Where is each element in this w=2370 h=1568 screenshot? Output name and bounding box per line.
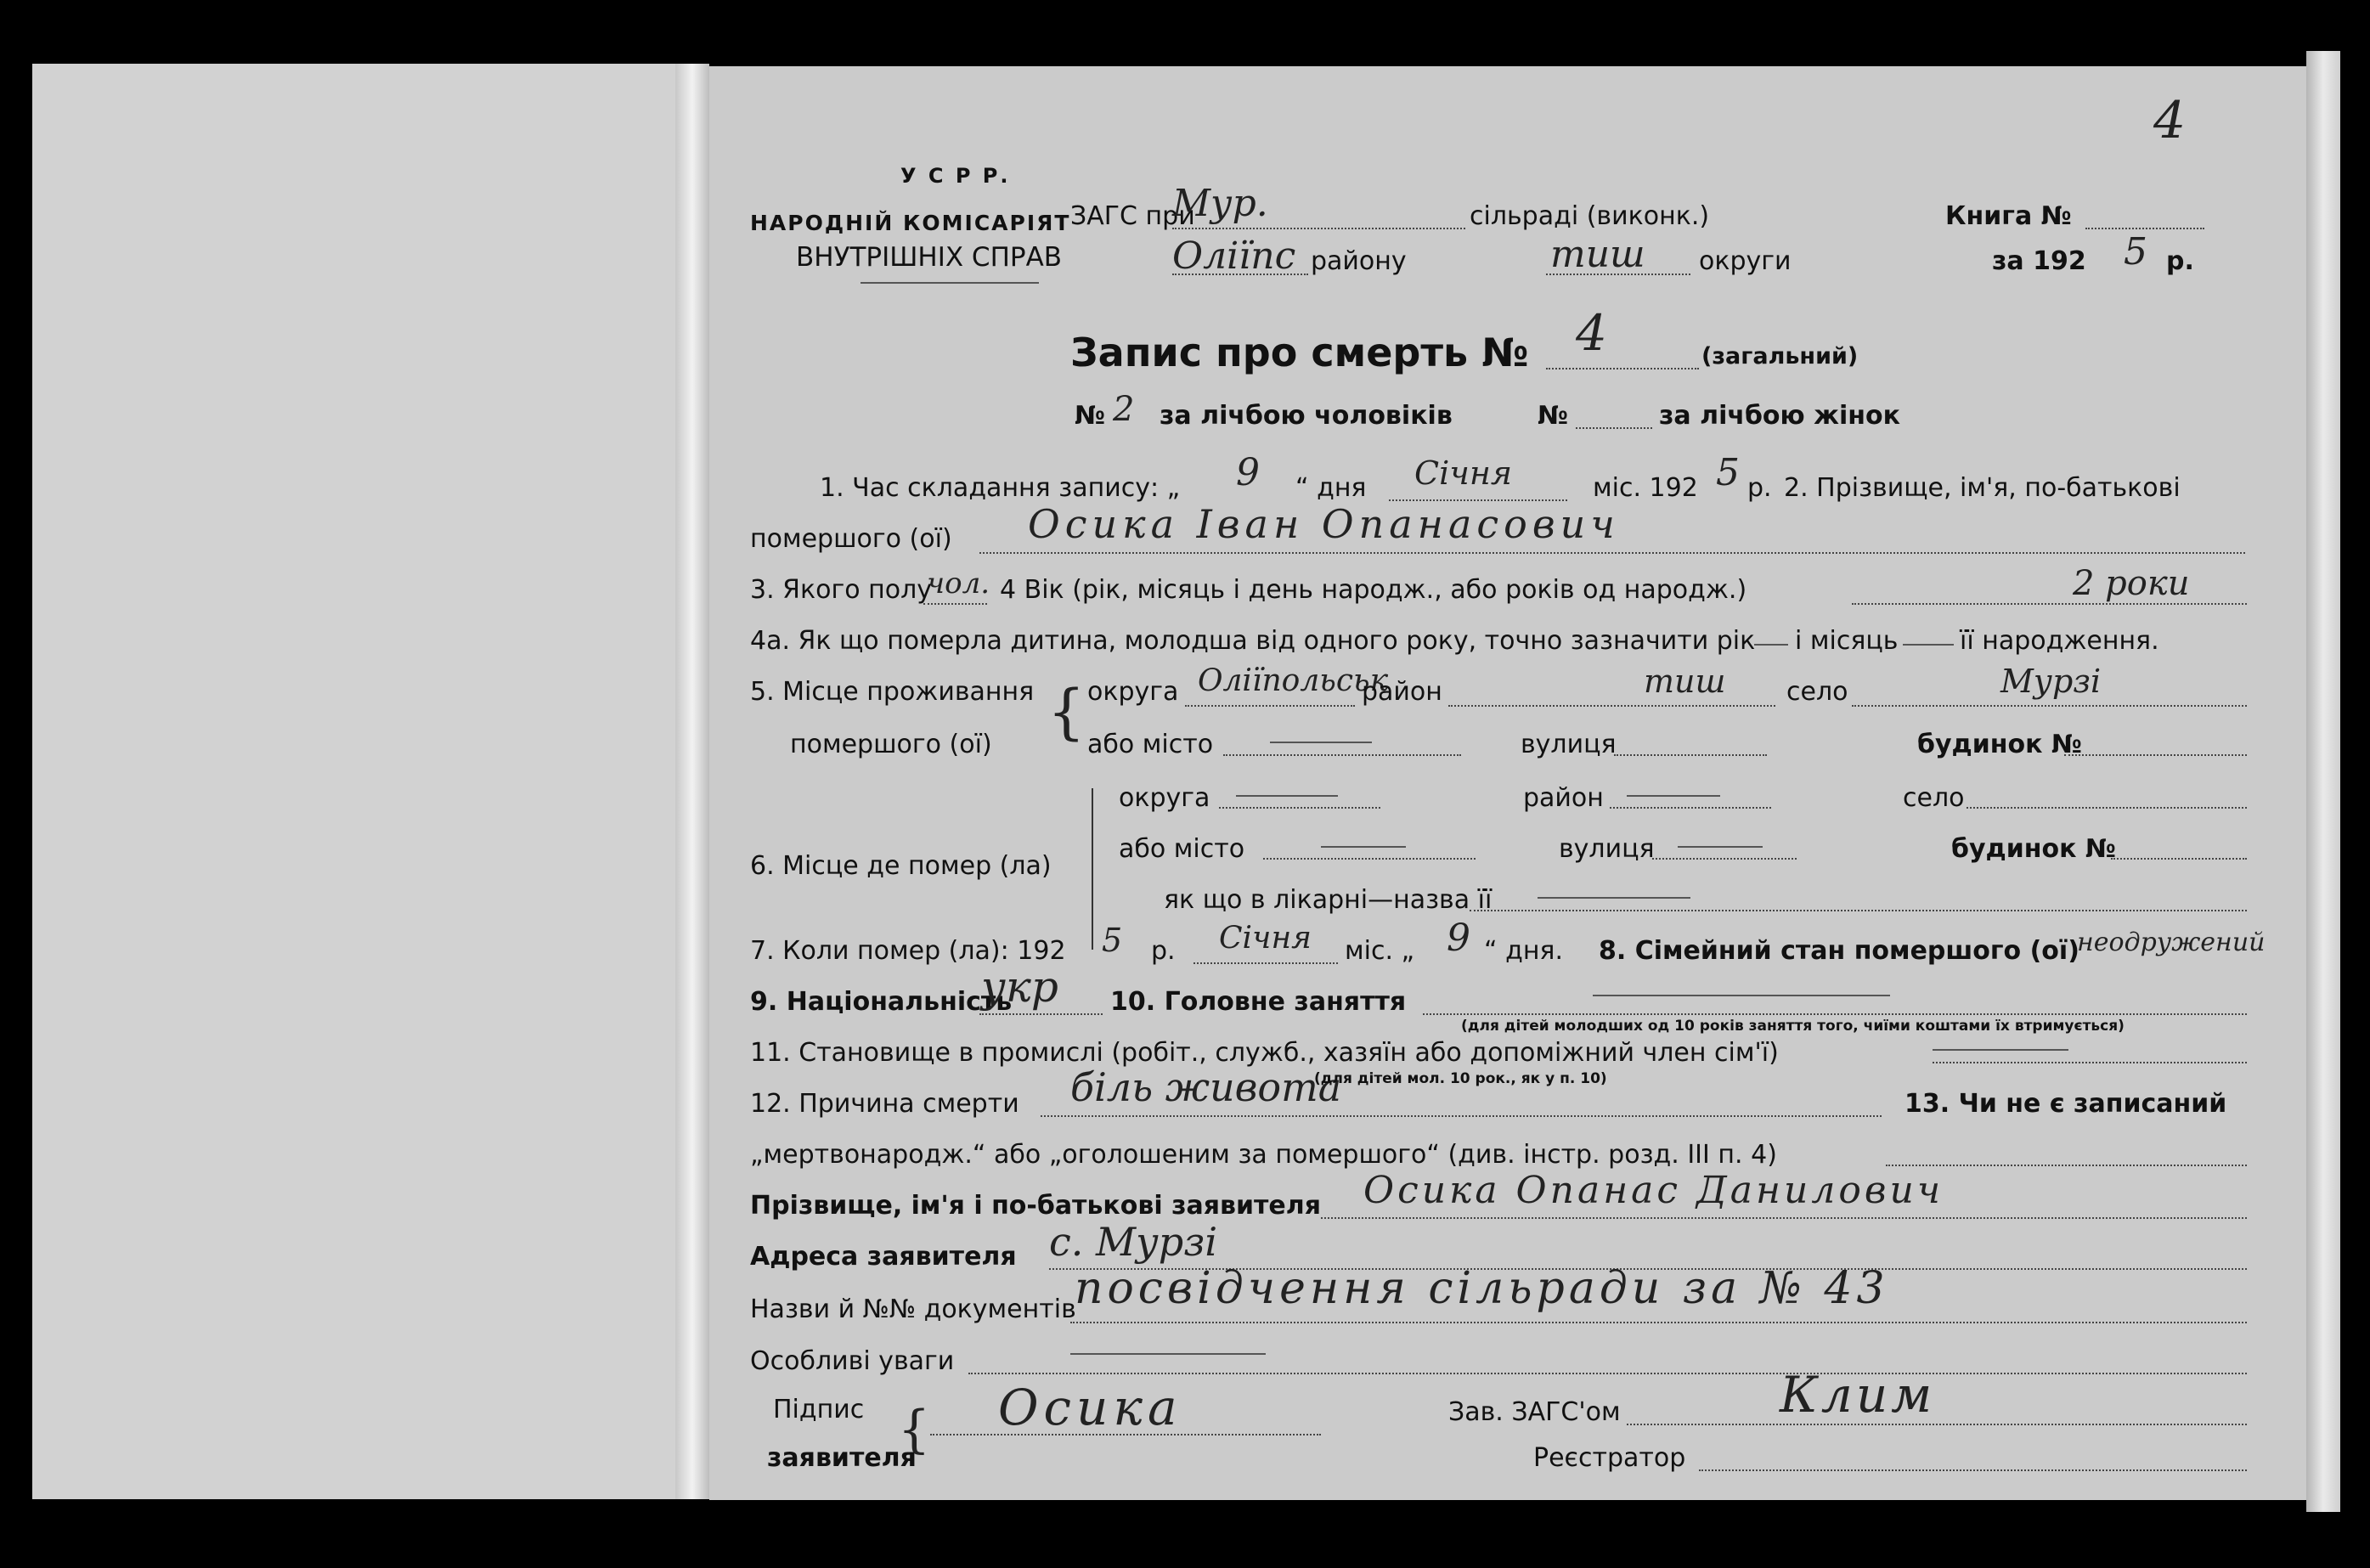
- f8-value: неодружений: [2077, 928, 2266, 957]
- okruha-line: [1546, 274, 1690, 275]
- f6-rayon-line: [1610, 807, 1771, 809]
- f5-misto-line: [1223, 754, 1461, 756]
- f10-dash: [1593, 995, 1890, 996]
- f6-okruha-line: [1219, 807, 1380, 809]
- zags-village-line: [1172, 228, 1465, 229]
- f12-label: 12. Причина смерти: [750, 1089, 1019, 1119]
- f5-budynok-label: будинок №: [1917, 730, 2082, 759]
- f12-cause-value: біль живота: [1070, 1064, 1342, 1110]
- book-number-line: [2085, 228, 2204, 229]
- f5-rayon-value: тиш: [1644, 663, 1726, 700]
- f4a-month-dash: [1903, 644, 1954, 646]
- f4a-label: 4а. Як що померла дитина, молодша від одного року, точно зазначити рік: [750, 626, 1756, 656]
- selradi-label: сільраді (виконк.): [1470, 201, 1710, 231]
- f11-line: [1933, 1062, 2247, 1063]
- f9-line: [979, 1013, 1103, 1015]
- f10-line: [1423, 1013, 2247, 1015]
- f6-selo-label: село: [1903, 783, 1965, 813]
- f6-okruha-dash: [1236, 795, 1338, 797]
- head-signature: Клим: [1780, 1366, 1936, 1424]
- f9-value: укр: [981, 962, 1058, 1012]
- f7-mis: міс. „: [1345, 936, 1415, 966]
- f3-label: 3. Якого полу: [750, 575, 933, 605]
- f13-line: [1886, 1165, 2247, 1166]
- male-label: за лічбою чоловіків: [1160, 401, 1453, 431]
- docs-label: Назви й №№ документів: [750, 1294, 1076, 1324]
- notes-line: [968, 1373, 2247, 1374]
- record-title: Запис про смерть №: [1070, 330, 1529, 375]
- f2-deceased-name: Осика Іван Опанасович: [1028, 501, 1620, 547]
- f6-selo-line: [1967, 807, 2247, 809]
- okruha-value: тиш: [1550, 233, 1645, 276]
- notes-label: Особливі уваги: [750, 1346, 955, 1376]
- female-no-label: №: [1538, 401, 1569, 431]
- applicant-line: [1321, 1217, 2247, 1219]
- f6-likarnia-label: як що в лікарні—назва її: [1164, 885, 1493, 915]
- f7-day-value: 9: [1447, 917, 1470, 960]
- commissariat-line-2: ВНУТРІШНІХ СПРАВ: [796, 242, 1063, 273]
- f12-note: (для дітей мол. 10 рок., як у п. 10): [1314, 1070, 1607, 1087]
- f3-line: [923, 603, 987, 605]
- applicant-signature-line: [930, 1434, 1321, 1435]
- f1-day-value: 9: [1236, 451, 1260, 494]
- female-count-line: [1576, 427, 1652, 429]
- f8-label: 8. Сімейний стан помершого (ої): [1599, 936, 2079, 966]
- f6-vulytsia-line: [1652, 858, 1797, 860]
- year-digit-value: 5: [2124, 230, 2147, 274]
- f1-mis: міс. 192: [1593, 473, 1698, 503]
- f7-r: р.: [1151, 936, 1176, 966]
- male-count: 2: [1113, 390, 1135, 429]
- state-header: У С Р Р.: [900, 164, 1011, 188]
- f5-okruha-line: [1185, 705, 1355, 707]
- docs-value: посвідчення сільради за № 43: [1075, 1263, 1889, 1314]
- f5-selo-label: село: [1786, 677, 1848, 707]
- f7-month-value: Січня: [1219, 921, 1312, 956]
- page-stack-edge: [2306, 51, 2340, 1512]
- f7-dnya: “ дня.: [1484, 936, 1564, 966]
- male-no-label: №: [1075, 401, 1106, 431]
- f6-likarnia-dash: [1538, 897, 1690, 899]
- address-value: с. Мурзі: [1049, 1219, 1218, 1265]
- district-line: [1172, 274, 1308, 275]
- year-label: за 192: [1992, 246, 2086, 276]
- f4a-end: її народження.: [1960, 626, 2159, 656]
- f6-rayon-label: район: [1523, 783, 1604, 813]
- f1-r: р.: [1747, 473, 1772, 503]
- f10-note: (для дітей молодших од 10 років заняття того, чиїми коштами їх втримується): [1461, 1018, 2125, 1035]
- f1-month-value: Січня: [1414, 454, 1513, 492]
- applicant-label: Прізвище, ім'я і по-батькові заявителя: [750, 1191, 1322, 1221]
- sign-label-2: заявителя: [767, 1443, 917, 1473]
- f1-label: 1. Час складання запису: „: [820, 473, 1181, 503]
- f5-selo-line: [1852, 705, 2247, 707]
- f5-okruha-label: округа: [1087, 677, 1179, 707]
- f6-misto-line: [1263, 858, 1476, 860]
- f4a-year-dash: [1754, 644, 1788, 646]
- f4-line: [1852, 603, 2247, 605]
- applicant-name: Осика Опанас Данилович: [1363, 1169, 1944, 1212]
- okrugy-label: округи: [1699, 246, 1792, 276]
- f4a-month-label: і місяць: [1795, 626, 1899, 656]
- f5-label-2: помершого (ої): [790, 730, 992, 759]
- applicant-signature: Осика: [998, 1379, 1182, 1436]
- year-suffix: р.: [2166, 246, 2194, 276]
- rayonu-label: району: [1311, 246, 1407, 276]
- f7-month-line: [1193, 962, 1338, 964]
- f6-misto-dash: [1321, 846, 1406, 848]
- f7-year-value: 5: [1102, 922, 1123, 959]
- f13-label-2: „мертвонародж.“ або „оголошеним за помершого“ (див. інстр. розд. III п. 4): [750, 1140, 1777, 1170]
- f5-budynok-line: [2064, 754, 2247, 756]
- record-number-line: [1546, 368, 1699, 369]
- f11-label: 11. Становище в промислі (робіт., служб., хазяїн або допоміжний член сім'ї): [750, 1038, 1779, 1068]
- record-number: 4: [1576, 304, 1607, 362]
- docs-line: [1070, 1322, 2247, 1323]
- zags-label: ЗАГС при: [1070, 201, 1195, 231]
- f6-bracket-line: [1092, 788, 1093, 950]
- f7-label: 7. Коли помер (ла): 192: [750, 936, 1066, 966]
- f2-label: 2. Прізвище, ім'я, по-батькові: [1784, 473, 2181, 503]
- f2-line: [979, 552, 2245, 554]
- f13-label: 13. Чи не є записаний: [1904, 1089, 2227, 1119]
- f5-vulytsia-label: вулиця: [1521, 730, 1617, 759]
- sign-label-1: Підпис: [773, 1395, 865, 1424]
- f1-dnya: “ дня: [1295, 473, 1367, 503]
- f4-age-value: 2 роки: [2073, 564, 2190, 603]
- f12-line: [1041, 1115, 1882, 1117]
- f1-year-value: 5: [1716, 451, 1740, 494]
- f3-sex-value: чол.: [927, 567, 990, 601]
- head-label: Зав. ЗАГС'ом: [1448, 1397, 1621, 1427]
- book-binding: [675, 64, 709, 1499]
- f5-okruha-value: Оліїпольськ: [1198, 663, 1389, 698]
- f10-label: 10. Головне заняття: [1110, 987, 1407, 1017]
- f2-label-2: помершого (ої): [750, 524, 952, 554]
- death-record-form: [709, 66, 2306, 1500]
- f11-dash: [1933, 1049, 2068, 1051]
- f6-budynok-label: будинок №: [1951, 834, 2116, 864]
- address-label: Адреса заявителя: [750, 1242, 1017, 1272]
- f6-okruha-label: округа: [1119, 783, 1210, 813]
- left-blank-page: [32, 64, 693, 1499]
- f6-label: 6. Місце де помер (ла): [750, 851, 1052, 881]
- notes-dash: [1070, 1353, 1266, 1355]
- f5-selo-value: Мурзі: [2000, 663, 2102, 700]
- book-label: Книга №: [1945, 201, 2072, 231]
- f5-vulytsia-line: [1614, 754, 1767, 756]
- f5-label-1: 5. Місце проживання: [750, 677, 1035, 707]
- district-value: Оліїпс: [1172, 234, 1296, 278]
- f5-rayon-line: [1448, 705, 1775, 707]
- f5-misto-dash: [1270, 742, 1372, 743]
- page-number: 4: [2153, 91, 2187, 150]
- f6-vulytsia-dash: [1678, 846, 1763, 848]
- f5-brace: {: [1047, 677, 1086, 747]
- f9-label: 9. Національність: [750, 987, 1013, 1017]
- header-divider: [861, 282, 1039, 284]
- f6-likarnia-line: [1470, 910, 2247, 911]
- sign-brace: {: [898, 1400, 931, 1459]
- f6-rayon-dash: [1627, 795, 1720, 797]
- registrar-label: Реєстратор: [1533, 1443, 1686, 1473]
- f5-misto-label: або місто: [1087, 730, 1214, 759]
- head-signature-line: [1627, 1424, 2247, 1425]
- f6-budynok-line: [2111, 858, 2247, 860]
- f6-misto-label: або місто: [1119, 834, 1245, 864]
- commissariat-line-1: НАРОДНІЙ КОМІСАРІЯТ: [750, 211, 1071, 235]
- general-label: (загальний): [1701, 343, 1859, 369]
- f6-vulytsia-label: вулиця: [1559, 834, 1655, 864]
- f5-rayon-label: район: [1362, 677, 1442, 707]
- registrar-line: [1699, 1469, 2247, 1471]
- zags-village-value: Мур.: [1172, 182, 1268, 225]
- f4-label: 4 Вік (рік, місяць і день народж., або років од народж.): [1000, 575, 1747, 605]
- female-label: за лічбою жінок: [1659, 401, 1900, 431]
